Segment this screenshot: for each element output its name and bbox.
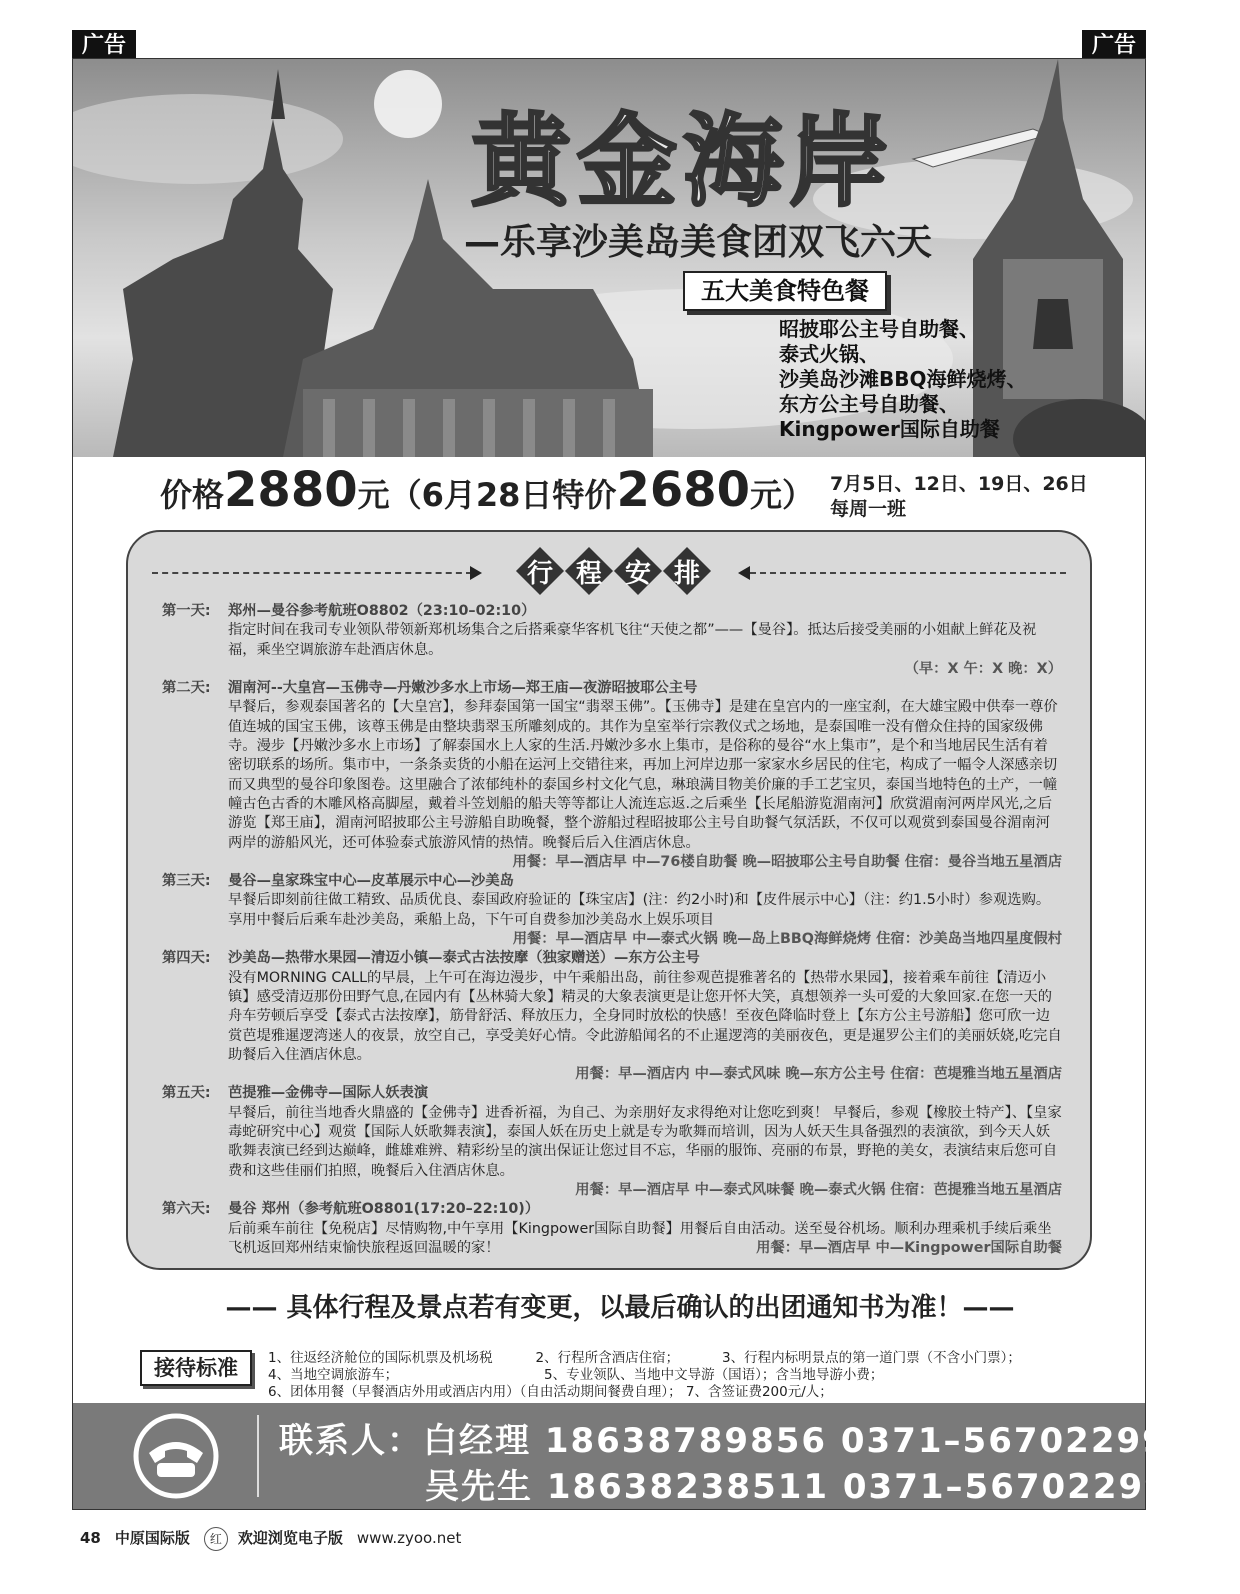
day-3 [162, 872, 1062, 949]
banner [73, 59, 1145, 457]
page-footer [80, 1527, 461, 1551]
dish-item: 昭披耶公主号自助餐、 [779, 317, 979, 341]
day-meals: 用餐：早—酒店早 中—76楼自助餐 晚—昭披耶公主号自助餐 住宿：曼谷当地五星酒店 [512, 853, 1062, 870]
day-meals: 用餐：早—酒店早 中—泰式风味餐 晚—泰式火锅 住宿：芭提雅当地五星酒店 [575, 1181, 1062, 1198]
price-row [160, 462, 814, 522]
dish-item: Kingpower国际自助餐 [779, 417, 1000, 441]
special-close: 元） [750, 476, 815, 514]
special-open: （6月28日特价 [389, 476, 617, 514]
day-title: 郑州—曼谷参考航班O8802（23:10–02:10） [228, 603, 536, 619]
day-body-text: 后前乘车前往【免税店】尽情购物,中午享用【Kingpower国际自助餐】用餐后自由活动。送至曼谷机场。顺利办理乘机手续后乘坐飞机返回郑州结束愉快旅程返回温暖的家！ [228, 1220, 1052, 1256]
schedule-heading-char: 行 [526, 559, 553, 589]
contact-divider [257, 1415, 259, 1497]
phone-icon [131, 1413, 221, 1499]
contact-line-2: 吴先生 18638238511 0371–56702299 [425, 1467, 1170, 1507]
standards-label: 接待标准 [140, 1350, 252, 1386]
day-meals: 用餐：早—酒店早 中—Kingpower国际自助餐 [756, 1239, 1062, 1256]
dates-line: 7月5日、12日、19日、26日 [830, 473, 1088, 495]
price-unit: 元 [357, 476, 390, 514]
seal-icon: 红 [204, 1527, 228, 1551]
schedule-heading-char: 排 [673, 559, 700, 589]
arrow-left-icon [738, 566, 750, 580]
day-title: 曼谷 郑州（参考航班O8801(17:20–22:10)） [228, 1201, 540, 1218]
schedule-heading-char: 程 [575, 559, 602, 589]
itinerary [162, 602, 1062, 1258]
banner-subtitle: —乐享沙美岛美食团双飞六天 [463, 222, 932, 263]
day-title: 沙美岛—热带水果园—清迈小镇—泰式古法按摩（独家赠送）—东方公主号 [228, 950, 700, 967]
change-notice: —— 具体行程及景点若有变更，以最后确认的出团通知书为准！—— [225, 1293, 1015, 1323]
day-meals: （早：X 午：X 晚：X） [904, 660, 1062, 677]
standards-line: 4、当地空调旅游车； 5、专业领队、当地中文导游（国语）；含当地导游小费； [268, 1367, 884, 1383]
standards-line: 1、往返经济舱位的国际机票及机场税 2、行程所含酒店住宿； 3、行程内标明景点的第一道门票（不含小门票）； [268, 1350, 1021, 1366]
page-number: 48 [80, 1529, 101, 1547]
day-meals: 用餐：早—酒店早 中—泰式火锅 晚—岛上BBQ海鲜烧烤 住宿：沙美岛当地四星度假村 [512, 931, 1062, 948]
food-badge: 五大美食特色餐 [683, 271, 887, 311]
contact-line-1: 联系人：白经理 18638789856 0371–56702299 [279, 1421, 1168, 1461]
contact-bar [73, 1403, 1170, 1509]
footer-text: 欢迎浏览电子版 [237, 1529, 343, 1547]
day-label: 第一天: [162, 603, 211, 619]
dates-frequency: 每周一班 [830, 498, 907, 520]
price-value: 2880 [224, 462, 358, 518]
day-body: 指定时间在我司专业领队带领新郑机场集合之后搭乘豪华客机飞往“天使之都”——【曼谷】。抵达后接受美丽的小姐献上鲜花及祝福，乘坐空调旅游车赴酒店休息。 [228, 622, 1037, 658]
divider-left [152, 572, 472, 574]
special-price: 2680 [616, 462, 751, 518]
section-name: 中原国际版 [114, 1529, 190, 1547]
day-body: 早餐后，前往当地香火鼎盛的【金佛寺】进香祈福，为自己、为亲朋好友求得绝对让您吃到爽！ 早餐后，参观【橡胶土特产】、【皇家毒蛇研究中心】观赏【国际人妖歌舞表演】，泰国人妖在历史上就是专为歌舞而培训，因为人妖天生具备强烈的表演欲，到今天人妖歌舞表演已经到达巅峰，雌雄难辨、精彩纷呈的演出保证让您过目不忘，华丽的服饰、亮丽的布景，野艳的美女，表演结束后您可自费和这些佳丽们拍照，晚餐后入住酒店休息。 [228, 1104, 1062, 1179]
standards-list [268, 1350, 1021, 1401]
schedule-heading-char: 安 [624, 559, 651, 589]
ad-tag-right: 广告 [1082, 30, 1146, 62]
dish-item: 沙美岛沙滩BBQ海鲜烧烤、 [779, 367, 1027, 391]
price-label: 价格 [160, 476, 225, 514]
day-4 [162, 949, 1062, 1084]
day-label: 第五天: [162, 1085, 211, 1102]
footer-url[interactable]: www.zyoo.net [356, 1529, 462, 1547]
arrow-right-icon [470, 566, 482, 580]
day-title: 曼谷—皇家珠宝中心—皮革展示中心—沙美岛 [228, 873, 514, 890]
day-2 [162, 679, 1062, 872]
divider-right [750, 572, 1066, 574]
day-label: 第四天: [162, 950, 211, 967]
dish-list [779, 317, 1027, 442]
day-6 [162, 1200, 1062, 1258]
day-5 [162, 1084, 1062, 1200]
banner-title: 黄金海岸 [471, 102, 895, 220]
dish-item: 泰式火锅、 [779, 342, 879, 366]
day-title: 芭提雅—金佛寺—国际人妖表演 [228, 1085, 429, 1102]
day-body: 早餐后，参观泰国著名的【大皇宫】，参拜泰国第一国宝“翡翠玉佛”。【玉佛寺】是建在皇宫内的一座宝刹，在大雄宝殿中供奉一尊价值连城的国宝玉佛，该尊玉佛是由整块翡翠玉所雕刻成的。其作为皇室举行宗教仪式之场地，是泰国唯一没有僧众住持的国家级佛寺。漫步【丹嫩沙多水上市场】了解泰国水上人家的生活.丹嫩沙多水上集市，是俗称的曼谷“水上集市”，是个和当地居民生活有着密切联系的场所。集市中，一条条卖货的小船在运河上交错往来，再加上河岸边那一家家水乡居民的住宅，构成了一幅令人深感亲切而又典型的曼谷印象图卷。这里融合了浓郁纯朴的泰国乡村文化气息，琳琅满目物美价廉的手工艺宝贝，泰国当地特色的土产，一幢幢古色古香的木雕风格高脚屋，戴着斗笠划船的船夫等等都让人流连忘返.之后乘坐【长尾船游览湄南河】欣赏湄南河两岸风光,之后游览【郑王庙】，湄南河昭披耶公主号游船自助晚餐，整个游船过程昭披耶公主号自助餐气氛活跃，不仅可以观赏到泰国曼谷湄南河两岸的游船风光，还可体验泰式旅游风情的热情。晚餐后后入住酒店休息。 [228, 699, 1058, 851]
standards-line: 6、团体用餐（早餐酒店外用或酒店内用）（自由活动期间餐费自理）； 7、含签证费200元/人； [268, 1384, 833, 1400]
ad-tag-left: 广告 [72, 30, 136, 62]
day-body: 没有MORNING CALL的早晨，上午可在海边漫步，中午乘船出岛，前往参观芭提雅著名的【热带水果园】，接着乘车前往【清迈小镇】感受清迈那份田野气息,在园内有【丛林骑大象】精灵的大象表演更是让您开怀大笑，真想领养一头可爱的大象回家.在您一天的舟车劳顿后享受【泰式古法按摩】，筋骨舒活、释放压力，全身同时放松的快感！至夜色降临时登上【东方公主号游船】您可欣一边赏芭堤雅暹逻湾迷人的夜景，放空自己，享受美好心情。令此游船闻名的不止暹逻湾的美丽夜色，更是暹罗公主们的美丽妖娆,吃完自助餐后入住酒店休息。 [228, 969, 1062, 1063]
day-label: 第六天: [162, 1201, 211, 1218]
day-body [228, 1220, 1062, 1259]
day-1 [162, 602, 1062, 679]
dish-item: 东方公主号自助餐、 [779, 392, 959, 416]
day-title: 湄南河--大皇宫—玉佛寺—丹嫩沙多水上市场—郑王庙—夜游昭披耶公主号 [228, 680, 698, 697]
day-meals: 用餐：早—酒店内 中—泰式风味 晚—东方公主号 住宿：芭堤雅当地五星酒店 [575, 1066, 1062, 1083]
departure-dates [830, 472, 1088, 522]
day-label: 第三天: [162, 873, 211, 890]
day-label: 第二天: [162, 680, 211, 697]
day-body: 早餐后即刻前往做工精致、品质优良、泰国政府验证的【珠宝店】(注：约2小时)和【皮件展示中心】（注：约1.5小时）参观选购。享用中餐后后乘车赴沙美岛，乘船上岛，下午可自费参加沙美岛水上娱乐项目 [228, 892, 1051, 928]
